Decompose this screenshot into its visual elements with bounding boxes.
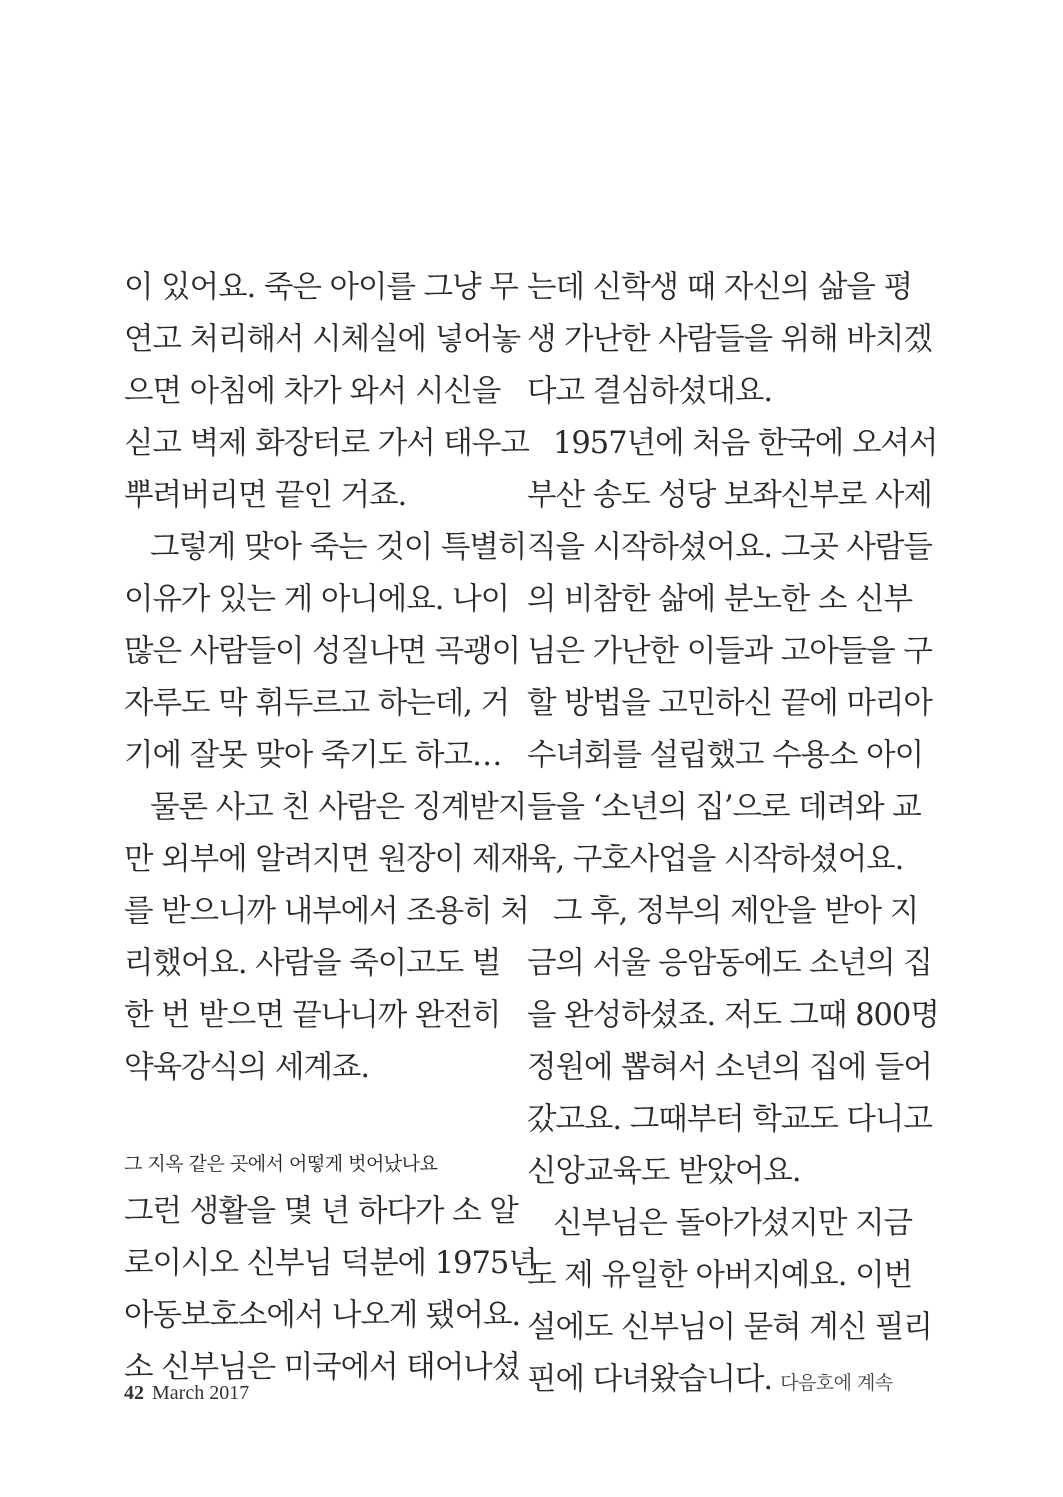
text-line: 갔고요. 그때부터 학교도 다니고 (527, 1102, 932, 1137)
paragraph (527, 886, 939, 1198)
text-line: 를 받으니까 내부에서 조용히 처 (124, 894, 529, 929)
text-line: 뿌려버리면 끝인 거죠. (124, 478, 407, 513)
section-gap (124, 1094, 496, 1142)
text-line: 수녀회를 설립했고 수용소 아이 (527, 738, 924, 773)
text-line: 는데 신학생 때 자신의 삶을 평 (527, 270, 913, 305)
text-line: 도 제 유일한 아버지예요. 이번 (527, 1258, 913, 1293)
paragraph (124, 1186, 537, 1394)
text-line: 생 가난한 사람들을 위해 바치겠 (527, 322, 932, 357)
text-line: 로이시오 신부님 덕분에 1975년 (124, 1246, 537, 1281)
interview-question: 그 지옥 같은 곳에서 어떻게 벗어났나요 (124, 1153, 438, 1175)
text-line-content: 핀에 다녀왔습니다. (527, 1362, 773, 1397)
text-line: 리했어요. 사람을 죽이고도 벌 (124, 946, 501, 981)
text-line: 님은 가난한 이들과 고아들을 구 (527, 634, 932, 669)
text-line: 설에도 신부님이 묻혀 계신 필리 (527, 1310, 932, 1345)
text-line: 그런 생활을 몇 년 하다가 소 알 (124, 1194, 518, 1229)
text-line: 신앙교육도 받았어요. (527, 1154, 801, 1189)
text-line: 아동보호소에서 나오게 됐어요. (124, 1298, 521, 1333)
paragraph (124, 262, 529, 522)
paragraph (527, 418, 938, 886)
text-line: 소 신부님은 미국에서 태어나셨 (124, 1350, 521, 1385)
left-column (124, 262, 537, 1394)
text-line: 기에 잘못 맞아 죽기도 하고… (124, 738, 502, 773)
text-line: 할 방법을 고민하신 끝에 마리아 (527, 686, 932, 721)
page-number: 42 (124, 1382, 144, 1404)
text-line: 다고 결심하셨대요. (527, 374, 773, 409)
continued-note: 다음호에 계속 (780, 1372, 893, 1394)
text-line: 이 있어요. 죽은 아이를 그냥 무 (124, 270, 518, 305)
text-line: 그렇게 맞아 죽는 것이 특별히 (150, 530, 527, 565)
text-line: 육, 구호사업을 시작하셨어요. (527, 842, 904, 877)
text-line: 금의 서울 응암동에도 소년의 집 (527, 946, 932, 981)
paragraph (527, 262, 932, 418)
text-line: 직을 시작하셨어요. 그곳 사람들 (527, 530, 932, 565)
text-line: 정원에 뽑혀서 소년의 집에 들어 (527, 1050, 932, 1085)
text-line: 1957년에 처음 한국에 오셔서 (553, 426, 938, 461)
text-line: 만 외부에 알려지면 원장이 제재 (124, 842, 529, 877)
paragraph (124, 782, 529, 1094)
text-line: 그 후, 정부의 제안을 받아 지 (553, 894, 919, 929)
text-line: 을 완성하셨죠. 저도 그때 800명 (527, 998, 939, 1033)
text-line: 약육강식의 세계죠. (124, 1050, 370, 1085)
page-footer (124, 1382, 249, 1405)
text-line: 싣고 벽제 화장터로 가서 태우고 (124, 426, 529, 461)
text-line: 들을 ‘소년의 집’으로 데려와 교 (527, 790, 921, 825)
text-line: 의 비참한 삶에 분노한 소 신부 (527, 582, 913, 617)
text-line: 자루도 막 휘두르고 하는데, 거 (124, 686, 510, 721)
text-line: 으면 아침에 차가 와서 시신을 (124, 374, 501, 409)
issue-date: March 2017 (152, 1382, 250, 1404)
right-column (527, 262, 939, 1406)
text-line: 신부님은 돌아가셨지만 지금 (553, 1206, 912, 1241)
text-line: 한 번 받으면 끝나니까 완전히 (124, 998, 501, 1033)
text-line: 부산 송도 성당 보좌신부로 사제 (527, 478, 932, 513)
text-line: 물론 사고 친 사람은 징계받지 (150, 790, 527, 825)
paragraph (124, 522, 527, 782)
text-line (527, 1354, 899, 1406)
text-line: 연고 처리해서 시체실에 넣어놓 (124, 322, 521, 357)
text-line: 많은 사람들이 성질나면 곡괭이 (124, 634, 521, 669)
paragraph (527, 1198, 932, 1406)
text-line: 이유가 있는 게 아니에요. 나이 (124, 582, 510, 617)
